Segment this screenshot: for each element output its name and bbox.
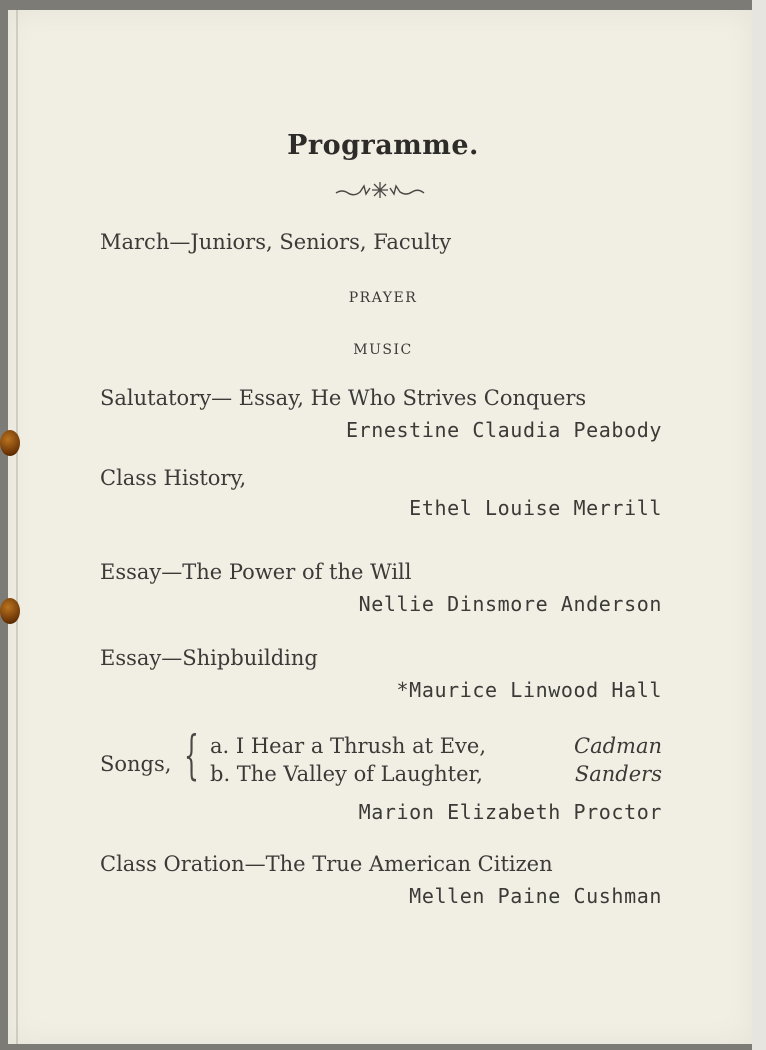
- songs-label: Songs,: [100, 752, 172, 776]
- binding-string-top: [0, 430, 20, 456]
- essay-shipbuilding-line: Essay—Shipbuilding: [100, 646, 318, 670]
- march-line: March—Juniors, Seniors, Faculty: [100, 230, 452, 254]
- class-oration-speaker: Mellen Paine Cushman: [409, 884, 662, 908]
- class-history-line: Class History,: [100, 466, 247, 490]
- salutatory-speaker: Ernestine Claudia Peabody: [345, 418, 662, 442]
- song-a: a. I Hear a Thrush at Eve,: [210, 734, 487, 758]
- song-a-composer: Cadman: [574, 734, 662, 758]
- class-oration-line: Class Oration—The True American Citizen: [100, 852, 553, 876]
- songs-brace: {: [184, 726, 199, 786]
- song-b-composer: Sanders: [574, 762, 662, 786]
- binding-string-bottom: [0, 598, 20, 624]
- songs-performer: Marion Elizabeth Proctor: [358, 800, 662, 824]
- prayer-heading: PRAYER: [348, 290, 418, 306]
- salutatory-line: Salutatory— Essay, He Who Strives Conquers: [100, 386, 587, 410]
- music-heading: MUSIC: [353, 342, 413, 358]
- essay-shipbuilding-speaker: *Maurice Linwood Hall: [396, 678, 662, 702]
- ornament-divider-icon: [334, 180, 426, 200]
- programme-title: Programme.: [287, 130, 479, 161]
- essay-will-line: Essay—The Power of the Will: [100, 560, 412, 584]
- essay-will-speaker: Nellie Dinsmore Anderson: [358, 592, 662, 616]
- class-history-speaker: Ethel Louise Merrill: [409, 496, 662, 520]
- fold-line: [16, 10, 18, 1044]
- song-b: b. The Valley of Laughter,: [210, 762, 483, 786]
